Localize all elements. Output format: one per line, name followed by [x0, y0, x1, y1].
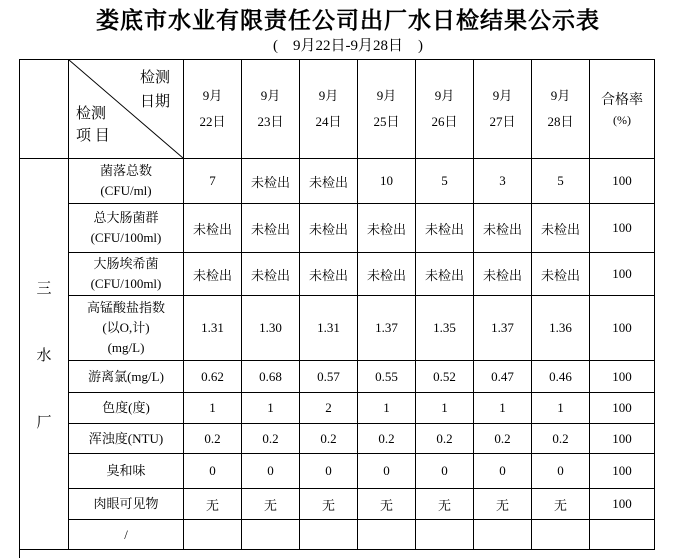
value-cell: 未检出	[416, 204, 474, 253]
value-cell: 1	[474, 393, 532, 424]
rate-cell: 100	[590, 204, 655, 253]
value-cell: 0	[532, 454, 590, 489]
rate-cell: 100	[590, 393, 655, 424]
value-cell: 无	[242, 489, 300, 520]
table-row	[20, 296, 655, 361]
value-cell: 无	[184, 489, 242, 520]
value-cell: 未检出	[474, 204, 532, 253]
date-header-sep24: 9月 24日	[300, 60, 358, 159]
pass-rate-header: 合格率 (%)	[590, 60, 655, 159]
value-cell: 1	[358, 393, 416, 424]
value-cell: 未检出	[300, 253, 358, 296]
item-name-cell: 大肠埃希菌 (CFU/100ml)	[69, 253, 184, 296]
value-cell: 1.37	[358, 296, 416, 361]
table-row	[20, 393, 655, 424]
plant-name-vertical: 三 水 厂	[36, 280, 52, 431]
corner-item-label: 检测 项 目	[76, 106, 110, 144]
value-cell	[416, 520, 474, 550]
value-cell: 未检出	[532, 204, 590, 253]
table-row	[20, 204, 655, 253]
value-cell: 1.31	[184, 296, 242, 361]
value-cell: 1.35	[416, 296, 474, 361]
date-header-sep28: 9月 28日	[532, 60, 590, 159]
value-cell: 未检出	[184, 253, 242, 296]
header-row	[20, 60, 655, 159]
inspection-results-table	[19, 59, 655, 550]
table-row	[20, 489, 655, 520]
value-cell	[532, 520, 590, 550]
date-header-sep23: 9月 23日	[242, 60, 300, 159]
value-cell: 0.2	[300, 424, 358, 454]
date-header-sep25: 9月 25日	[358, 60, 416, 159]
value-cell	[184, 520, 242, 550]
value-cell: 0.55	[358, 361, 416, 393]
value-cell: 1.36	[532, 296, 590, 361]
value-cell: 无	[416, 489, 474, 520]
value-cell: 1.31	[300, 296, 358, 361]
date-range-subtitle: ( 9月22日-9月28日 )	[273, 38, 423, 54]
value-cell	[474, 520, 532, 550]
value-cell: 0.2	[184, 424, 242, 454]
value-cell: 1	[532, 393, 590, 424]
value-cell: 1	[242, 393, 300, 424]
value-cell: 未检出	[242, 159, 300, 204]
rate-cell: 100	[590, 253, 655, 296]
value-cell: 0	[300, 454, 358, 489]
value-cell: 5	[416, 159, 474, 204]
rate-cell: 100	[590, 361, 655, 393]
value-cell	[300, 520, 358, 550]
value-cell: 1	[416, 393, 474, 424]
value-cell: 未检出	[300, 204, 358, 253]
table-row	[20, 253, 655, 296]
table-row	[20, 159, 655, 204]
value-cell: 无	[300, 489, 358, 520]
value-cell: 未检出	[358, 253, 416, 296]
value-cell: 未检出	[242, 204, 300, 253]
item-name-cell: 菌落总数 (CFU/ml)	[69, 159, 184, 204]
value-cell: 0	[242, 454, 300, 489]
value-cell: 0.62	[184, 361, 242, 393]
value-cell: 未检出	[474, 253, 532, 296]
value-cell: 3	[474, 159, 532, 204]
rate-cell	[590, 520, 655, 550]
item-name-cell: 臭和味	[69, 454, 184, 489]
value-cell: 无	[474, 489, 532, 520]
item-name-cell: 高锰酸盐指数 (以O,计) (mg/L)	[69, 296, 184, 361]
value-cell: 0	[474, 454, 532, 489]
item-name-cell: 游离氯(mg/L)	[69, 361, 184, 393]
table-row	[20, 520, 655, 550]
value-cell: 0.2	[358, 424, 416, 454]
value-cell: 1.30	[242, 296, 300, 361]
value-cell: 0.46	[532, 361, 590, 393]
value-cell: 0.2	[242, 424, 300, 454]
rate-cell: 100	[590, 296, 655, 361]
rate-cell: 100	[590, 454, 655, 489]
value-cell: 未检出	[416, 253, 474, 296]
corner-cell	[69, 60, 184, 159]
value-cell: 10	[358, 159, 416, 204]
page-title: 娄底市水业有限责任公司出厂水日检结果公示表	[96, 8, 600, 34]
value-cell: 未检出	[184, 204, 242, 253]
value-cell: 0	[416, 454, 474, 489]
value-cell: 0.2	[474, 424, 532, 454]
rate-cell: 100	[590, 424, 655, 454]
value-cell: 0.57	[300, 361, 358, 393]
table-row	[20, 424, 655, 454]
value-cell	[242, 520, 300, 550]
date-header-sep27: 9月 27日	[474, 60, 532, 159]
value-cell: 7	[184, 159, 242, 204]
value-cell: 0.47	[474, 361, 532, 393]
plant-column-header-cell	[20, 60, 69, 159]
value-cell: 2	[300, 393, 358, 424]
item-name-cell: 浑浊度(NTU)	[69, 424, 184, 454]
value-cell: 0	[358, 454, 416, 489]
table-row	[20, 454, 655, 489]
value-cell: 0.2	[532, 424, 590, 454]
value-cell: 无	[358, 489, 416, 520]
value-cell: 1.37	[474, 296, 532, 361]
value-cell: 未检出	[300, 159, 358, 204]
value-cell: 5	[532, 159, 590, 204]
item-name-cell: /	[69, 520, 184, 550]
next-section-border	[19, 550, 657, 558]
item-name-cell: 肉眼可见物	[69, 489, 184, 520]
value-cell: 0	[184, 454, 242, 489]
value-cell: 未检出	[242, 253, 300, 296]
value-cell: 1	[184, 393, 242, 424]
rate-cell: 100	[590, 489, 655, 520]
value-cell: 无	[532, 489, 590, 520]
value-cell: 0.2	[416, 424, 474, 454]
value-cell: 未检出	[358, 204, 416, 253]
table-row	[20, 361, 655, 393]
value-cell: 0.68	[242, 361, 300, 393]
item-name-cell: 色度(度)	[69, 393, 184, 424]
value-cell: 0.52	[416, 361, 474, 393]
corner-date-label: 检测 日期	[139, 70, 170, 110]
date-header-sep26: 9月 26日	[416, 60, 474, 159]
date-header-sep22: 9月 22日	[184, 60, 242, 159]
value-cell: 未检出	[532, 253, 590, 296]
plant-name-cell	[20, 159, 69, 550]
rate-cell: 100	[590, 159, 655, 204]
value-cell	[358, 520, 416, 550]
item-name-cell: 总大肠菌群 (CFU/100ml)	[69, 204, 184, 253]
